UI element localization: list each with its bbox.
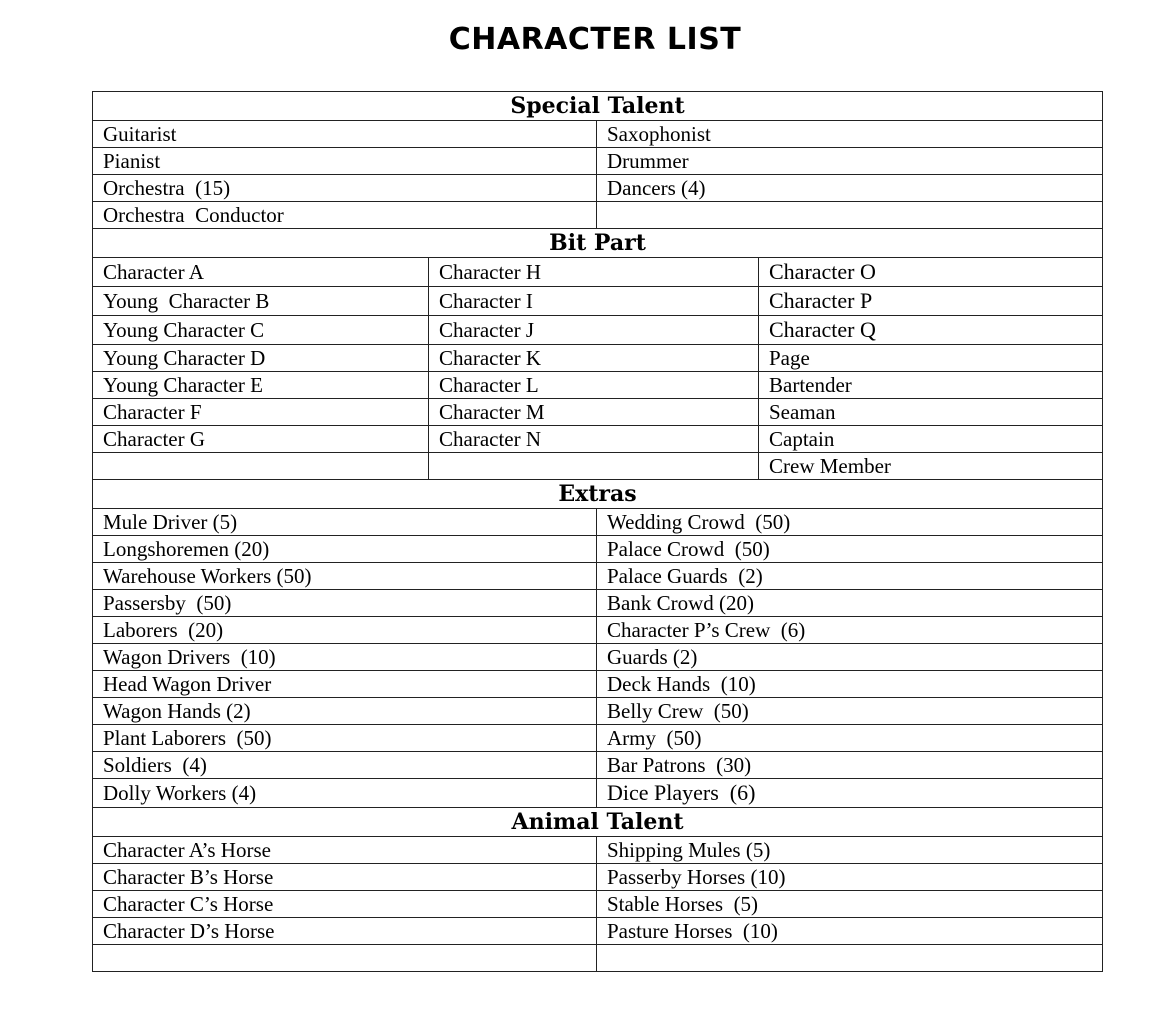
list-item: Pianist xyxy=(93,148,597,175)
page-title: CHARACTER LIST xyxy=(448,22,742,57)
list-item: Laborers (20) xyxy=(93,617,597,644)
list-item: Character O xyxy=(759,258,1103,287)
list-item: Bank Crowd (20) xyxy=(597,590,1103,617)
list-item xyxy=(597,202,1103,229)
list-item: Palace Crowd (50) xyxy=(597,536,1103,563)
list-item: Palace Guards (2) xyxy=(597,563,1103,590)
list-item: Dolly Workers (4) xyxy=(93,779,597,808)
section-heading-extras: Extras xyxy=(93,480,1103,509)
list-item: Young Character C xyxy=(93,316,429,345)
list-item: Character N xyxy=(429,426,759,453)
list-item: Guitarist xyxy=(93,121,597,148)
list-item: Passerby Horses (10) xyxy=(597,864,1103,891)
list-item: Character K xyxy=(429,345,759,372)
list-item xyxy=(93,945,597,972)
list-item: Young Character B xyxy=(93,287,429,316)
section-heading-bit-part: Bit Part xyxy=(93,229,1103,258)
list-item: Plant Laborers (50) xyxy=(93,725,597,752)
list-item: Page xyxy=(759,345,1103,372)
list-item: Saxophonist xyxy=(597,121,1103,148)
list-item: Young Character E xyxy=(93,372,429,399)
list-item: Wagon Hands (2) xyxy=(93,698,597,725)
list-item: Shipping Mules (5) xyxy=(597,837,1103,864)
list-item: Soldiers (4) xyxy=(93,752,597,779)
list-item: Pasture Horses (10) xyxy=(597,918,1103,945)
list-item: Character L xyxy=(429,372,759,399)
list-item: Crew Member xyxy=(759,453,1103,480)
list-item: Young Character D xyxy=(93,345,429,372)
list-item: Character A xyxy=(93,258,429,287)
list-item: Bar Patrons (30) xyxy=(597,752,1103,779)
list-item: Wagon Drivers (10) xyxy=(93,644,597,671)
list-item: Character P’s Crew (6) xyxy=(597,617,1103,644)
list-item: Seaman xyxy=(759,399,1103,426)
section-heading-special-talent: Special Talent xyxy=(93,92,1103,121)
list-item: Character G xyxy=(93,426,429,453)
list-item: Mule Driver (5) xyxy=(93,509,597,536)
list-item: Drummer xyxy=(597,148,1103,175)
list-item: Deck Hands (10) xyxy=(597,671,1103,698)
list-item: Character B’s Horse xyxy=(93,864,597,891)
list-item: Stable Horses (5) xyxy=(597,891,1103,918)
list-item: Passersby (50) xyxy=(93,590,597,617)
list-item: Character H xyxy=(429,258,759,287)
list-item: Character F xyxy=(93,399,429,426)
list-item: Character Q xyxy=(759,316,1103,345)
list-item: Orchestra (15) xyxy=(93,175,597,202)
list-item: Wedding Crowd (50) xyxy=(597,509,1103,536)
list-item: Warehouse Workers (50) xyxy=(93,563,597,590)
list-item: Bartender xyxy=(759,372,1103,399)
list-item: Character M xyxy=(429,399,759,426)
list-item: Orchestra Conductor xyxy=(93,202,597,229)
list-item: Head Wagon Driver xyxy=(93,671,597,698)
list-item: Character D’s Horse xyxy=(93,918,597,945)
list-item: Guards (2) xyxy=(597,644,1103,671)
list-item xyxy=(93,453,429,480)
list-item xyxy=(429,453,759,480)
list-item: Belly Crew (50) xyxy=(597,698,1103,725)
list-item: Captain xyxy=(759,426,1103,453)
list-item: Character P xyxy=(759,287,1103,316)
list-item: Dice Players (6) xyxy=(597,779,1103,808)
list-item xyxy=(597,945,1103,972)
list-item: Army (50) xyxy=(597,725,1103,752)
list-item: Longshoremen (20) xyxy=(93,536,597,563)
list-item: Character I xyxy=(429,287,759,316)
section-heading-animal-talent: Animal Talent xyxy=(93,808,1103,837)
character-list-table xyxy=(92,91,1103,972)
list-item: Character J xyxy=(429,316,759,345)
list-item: Character C’s Horse xyxy=(93,891,597,918)
list-item: Dancers (4) xyxy=(597,175,1103,202)
list-item: Character A’s Horse xyxy=(93,837,597,864)
